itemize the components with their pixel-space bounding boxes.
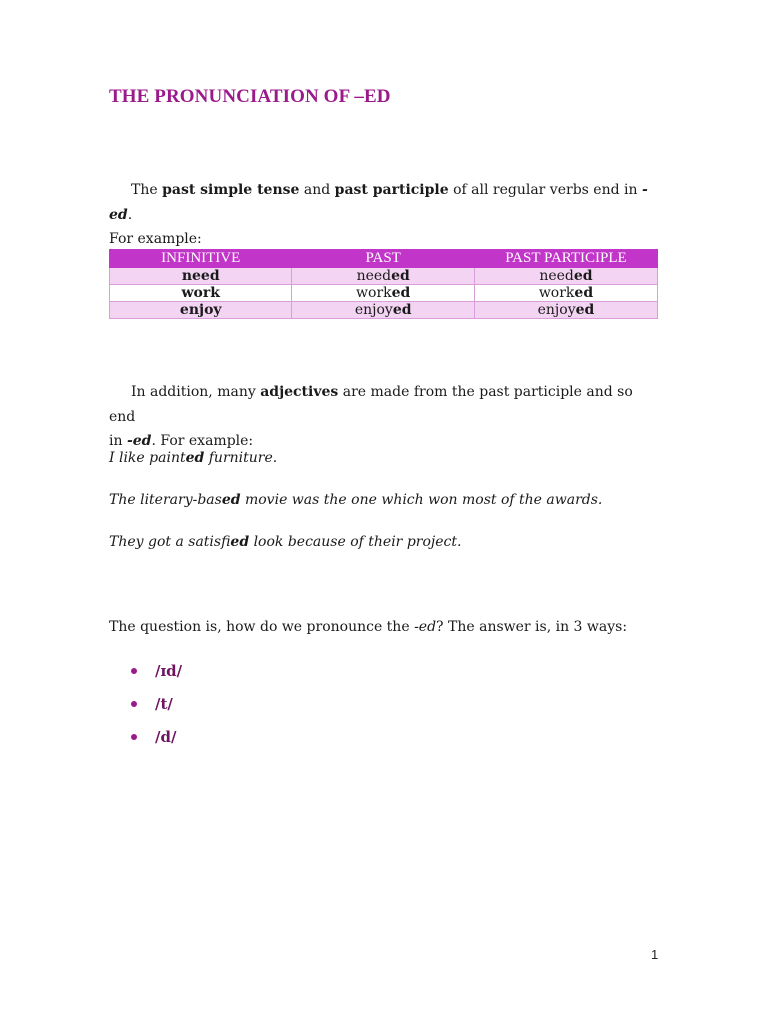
intro-text: of all regular verbs end in (448, 182, 642, 198)
suffix-ed: -ed (414, 619, 437, 635)
pronunciation-d: /d/ (155, 728, 177, 746)
table-row (110, 285, 658, 302)
term-past-simple: past simple tense (162, 182, 300, 198)
list-item (109, 691, 182, 724)
adjectives-paragraph: In addition, many adjectives are made from the past participle and so end in -ed. For example: (109, 384, 633, 449)
example-sentence: They got a satisfied look because of their project. (109, 534, 462, 550)
verb-forms-table (109, 249, 658, 319)
suffix-ed: -ed (126, 433, 152, 449)
past-cell: enjoyed (292, 302, 474, 319)
infinitive-cell: need (110, 268, 292, 285)
example-sentence: I like painted furniture. (109, 450, 278, 466)
bullet-icon (131, 701, 137, 707)
past-participle-cell: worked (474, 285, 657, 302)
past-participle-cell: needed (474, 268, 657, 285)
term-past-participle: past participle (334, 182, 449, 198)
past-cell: worked (292, 285, 474, 302)
header-past: PAST (292, 250, 474, 268)
past-cell: needed (292, 268, 474, 285)
page-title: THE PRONUNCIATION OF –ED (109, 86, 391, 107)
header-infinitive: INFINITIVE (110, 250, 292, 268)
infinitive-cell: enjoy (110, 302, 292, 319)
infinitive-cell: work (110, 285, 292, 302)
past-participle-cell: enjoyed (474, 302, 657, 319)
pronunciation-t: /t/ (155, 695, 173, 713)
table-row (110, 302, 658, 319)
pronunciation-list (109, 658, 182, 757)
intro-text: and (299, 182, 335, 198)
table-header-row (110, 250, 658, 268)
list-item (109, 658, 182, 691)
page-number: 1 (651, 947, 659, 962)
table-row (110, 268, 658, 285)
header-past-participle: PAST PARTICIPLE (474, 250, 657, 268)
question-paragraph: The question is, how do we pronounce the -ed? The answer is, in 3 ways: (109, 619, 628, 635)
intro-example-lead: For example: (109, 231, 202, 247)
intro-text: . (127, 206, 133, 223)
pronunciation-id: /ɪd/ (155, 662, 183, 680)
list-item (109, 724, 182, 757)
bullet-icon (131, 734, 137, 740)
term-adjectives: adjectives (260, 384, 339, 400)
bullet-icon (131, 668, 137, 674)
intro-paragraph (109, 178, 661, 252)
intro-text: The (131, 182, 163, 198)
example-sentence: The literary-based movie was the one which won most of the awards. (109, 492, 603, 508)
suffix-ed: -ed (109, 182, 648, 223)
